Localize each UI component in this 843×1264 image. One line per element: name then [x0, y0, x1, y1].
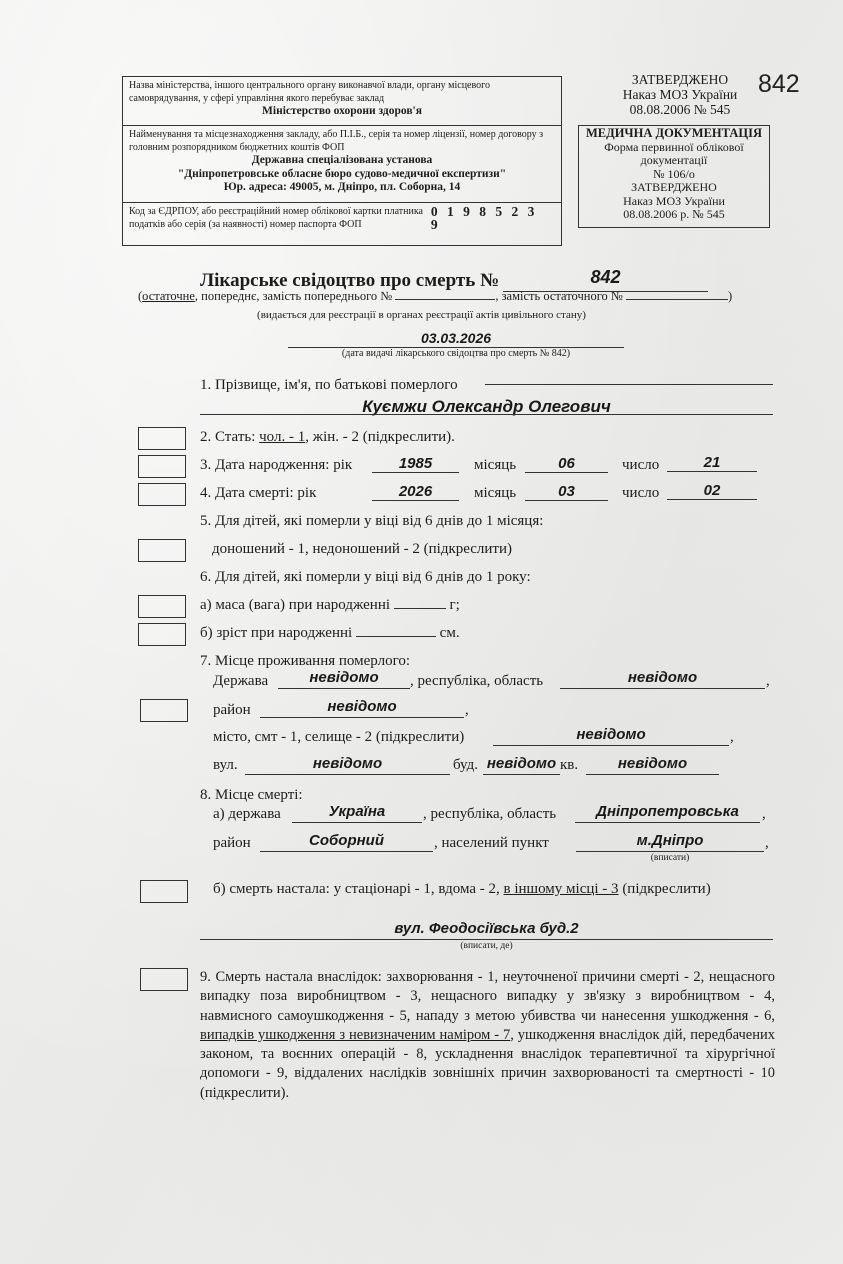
approval-line3: 08.08.2006 № 545	[629, 102, 731, 117]
code-label: Код за ЄДРПОУ, або реєстраційний номер облікової картки платника податків або серія (за наявності) номер паспорта ФОП	[129, 206, 423, 230]
institution-name-line2: "Дніпропетровське обласне бюро судово-медичної експертизи"	[177, 167, 507, 180]
medbox-line1: Форма первинної облікової	[604, 139, 744, 154]
close-paren: )	[727, 289, 733, 303]
purpose-note: (видається для реєстрації в органах реєстрації актів цивільного стану)	[257, 309, 586, 321]
comma: ,	[762, 806, 766, 822]
field1-label: 1. Прізвище, ім'я, по батькові померлого	[200, 377, 458, 393]
issue-date-caption: (дата видачі лікарського свідоцтва про смерть № 842)	[341, 348, 571, 359]
final-number-blank[interactable]	[626, 289, 728, 300]
term-code-box[interactable]	[138, 539, 186, 562]
residence-district: невідомо	[327, 698, 397, 715]
death-district-label: район	[213, 835, 251, 851]
birth-date-code-box[interactable]	[138, 455, 186, 478]
residence-street-label: вул.	[213, 757, 238, 773]
sex-male-underlined: чол. - 1	[259, 429, 306, 445]
death-place-address-caption: (вписати, де)	[460, 941, 513, 951]
residence-state-line	[278, 688, 410, 689]
death-year: 2026	[398, 483, 433, 500]
sex-label: 2. Стать:	[200, 429, 260, 445]
type-rest: , попереднє, замість попереднього №	[194, 289, 393, 303]
residence-city-label: місто, смт - 1, селище - 2 (підкреслити)	[213, 729, 465, 745]
residence-district-label: район	[213, 702, 251, 718]
death-day-line	[667, 499, 757, 500]
death-district: Соборний	[309, 832, 384, 849]
institution-address: Юр. адреса: 49005, м. Дніпро, пл. Соборна, 14	[223, 181, 461, 193]
death-place-type	[213, 881, 711, 898]
death-place-type-code-box[interactable]	[140, 880, 188, 903]
birth-weight-code-box[interactable]	[138, 595, 186, 618]
death-cause-selected-underlined: випадків ушкодження з невизначеним наміром - 7	[200, 1026, 511, 1043]
death-day: 02	[703, 482, 721, 499]
field2-sex	[200, 429, 455, 446]
code-section	[123, 203, 561, 234]
field6-label: 6. Для дітей, які померли у віці від 6 днів до 1 року:	[200, 569, 531, 585]
death-cause-options-after: , ушкодження внаслідок дій, передбачених законом, та воєнних операцій - 8, ускладнення внаслідок терапевтичної та хірургічної допомоги - 9, віддалених наслідків зовнішніх причин захворюваності та смертності - 10 (підкреслити).	[200, 1026, 775, 1101]
comma: ,	[766, 673, 770, 689]
residence-district-line	[260, 717, 464, 718]
handwritten-number: 842	[758, 70, 800, 98]
issue-date: 03.03.2026	[420, 330, 492, 346]
death-place-suffix: (підкреслити)	[618, 881, 711, 897]
residence-region: невідомо	[627, 669, 698, 686]
medbox-line6: 08.08.2006 р. № 545	[623, 207, 725, 221]
death-region-label: , республіка, область	[423, 806, 557, 822]
medbox-line2: документації	[640, 153, 708, 167]
ministry-label: Назва міністерства, іншого центрального органу виконавчої влади, органу місцевого самоврядування, у сфері управління якого перебуває заклад	[129, 80, 491, 104]
birth-weight-blank[interactable]	[394, 598, 446, 609]
birth-month-line	[525, 472, 608, 473]
comma: ,	[730, 729, 734, 745]
death-region: Дніпропетровська	[596, 803, 739, 820]
medbox-title: МЕДИЧНА ДОКУМЕНТАЦІЯ	[585, 126, 763, 140]
field5-label: 5. Для дітей, які померли у віці від 6 днів до 1 місяця:	[200, 513, 544, 529]
field6a-label	[200, 597, 460, 614]
medical-documentation-box	[578, 125, 770, 228]
medbox-form-number: № 106/о	[653, 166, 695, 181]
field5-options: доношений - 1, недоношений - 2 (підкреслити)	[212, 541, 513, 557]
field6b-label	[200, 625, 460, 642]
birth-height-code-box[interactable]	[138, 623, 186, 646]
residence-region-label: , республіка, область	[410, 673, 544, 689]
death-month-label: місяць	[474, 485, 517, 501]
death-month-line	[525, 500, 608, 501]
comma: ,	[465, 702, 469, 718]
birth-month-label: місяць	[474, 457, 517, 473]
birth-height-blank[interactable]	[356, 626, 436, 637]
death-locality-label: , населений пункт	[434, 835, 549, 851]
medbox-line4: ЗАТВЕРДЖЕНО	[631, 180, 717, 194]
death-cause-type	[200, 968, 775, 1103]
birth-year: 1985	[398, 455, 433, 472]
death-date-code-box[interactable]	[138, 483, 186, 506]
approval-line2: Наказ МОЗ України	[622, 87, 738, 102]
birth-year-line	[372, 472, 459, 473]
medbox-line5: Наказ МОЗ України	[623, 193, 725, 208]
approval-line1: ЗАТВЕРДЖЕНО	[631, 72, 729, 87]
death-month: 03	[558, 483, 575, 500]
residence-street: невідомо	[312, 755, 383, 772]
residence-code-box[interactable]	[140, 699, 188, 722]
death-cause-options-before: 9. Смерть настала внаслідок: захворювання - 1, неуточненої причини смерті - 2, нещасного випадку поза виробництвом - 3, нещасного випадку у зв'язку з виробництвом - 4, навмисного самоушкодження - 5, нападу з метою убивства чи нанесення ушкодження - 6,	[200, 969, 775, 1024]
institution-name-line1: Державна спеціалізована установа	[251, 154, 433, 166]
residence-house-line	[483, 774, 560, 775]
approval-block	[590, 72, 770, 117]
instead-final-label: , замість остаточного №	[495, 289, 623, 303]
institution-section	[123, 126, 561, 203]
death-region-line	[575, 822, 760, 823]
death-cause-type-code-box[interactable]	[140, 968, 188, 991]
death-locality-line	[576, 851, 764, 852]
death-place-options: б) смерть настала: у стаціонарі - 1, вдома - 2,	[213, 881, 504, 897]
open-paren: (	[138, 289, 143, 303]
residence-region-line	[560, 688, 765, 689]
certificate-title: Лікарське свідоцтво про смерть №	[200, 270, 500, 291]
death-locality: м.Дніпро	[636, 832, 704, 849]
death-state: Україна	[328, 803, 386, 820]
sex-rest: , жін. - 2 (підкреслити).	[305, 429, 455, 445]
residence-state-label: Держава	[213, 673, 269, 689]
death-place-address: вул. Феодосіївська буд.2	[394, 920, 579, 937]
residence-city: невідомо	[576, 726, 646, 743]
field3-label: 3. Дата народження: рік	[200, 457, 353, 473]
certificate-number: 842	[590, 267, 621, 287]
institution-header-box	[122, 76, 562, 246]
residence-apartment: невідомо	[617, 755, 688, 772]
birth-height-unit: см.	[439, 625, 460, 641]
field4-label: 4. Дата смерті: рік	[200, 485, 317, 501]
residence-street-line	[245, 774, 450, 775]
birth-day-label: число	[622, 457, 660, 473]
death-district-line	[260, 851, 433, 852]
ministry-section	[123, 77, 561, 126]
residence-house-label: буд.	[453, 757, 478, 773]
comma: ,	[765, 835, 769, 851]
field7-label: 7. Місце проживання померлого:	[200, 653, 411, 669]
field8-label: 8. Місце смерті:	[200, 787, 303, 803]
institution-label: Найменування та місцезнаходження закладу, або П.І.Б., серія та номер ліцензії, номер договору з головним розпорядником бюджетних коштів ФОП	[129, 129, 544, 153]
sex-code-box[interactable]	[138, 427, 186, 450]
field1-line-top	[485, 384, 773, 385]
death-state-line	[292, 822, 422, 823]
residence-state: невідомо	[309, 669, 379, 686]
field1-line	[200, 414, 773, 415]
birth-weight-unit: г;	[449, 597, 460, 613]
birth-month: 06	[558, 455, 575, 472]
ministry-value: Міністерство охорони здоров'я	[262, 105, 422, 117]
birth-weight-label: а) маса (вага) при народженні	[200, 597, 391, 613]
residence-house: невідомо	[486, 755, 557, 772]
deceased-full-name: Куємжи Олександр Олегович	[362, 397, 611, 416]
type-final-underlined: остаточне	[142, 289, 195, 303]
birth-height-label: б) зріст при народженні	[200, 625, 353, 641]
death-year-line	[372, 500, 459, 501]
residence-apartment-line	[586, 774, 719, 775]
death-place-address-line	[200, 939, 773, 940]
death-day-label: число	[622, 485, 660, 501]
death-state-label: а) держава	[213, 806, 281, 822]
residence-apt-label: кв.	[560, 757, 579, 773]
birth-day: 21	[703, 454, 721, 471]
death-place-selected-underlined: в іншому місці - 3	[503, 881, 619, 897]
residence-city-line	[493, 745, 729, 746]
birth-day-line	[667, 471, 757, 472]
previous-number-blank[interactable]	[395, 289, 495, 300]
edrpou-code: 0 1 9 8 5 2 3 9	[430, 204, 538, 232]
certificate-type-line	[138, 289, 732, 304]
death-locality-caption: (вписати)	[650, 853, 690, 863]
